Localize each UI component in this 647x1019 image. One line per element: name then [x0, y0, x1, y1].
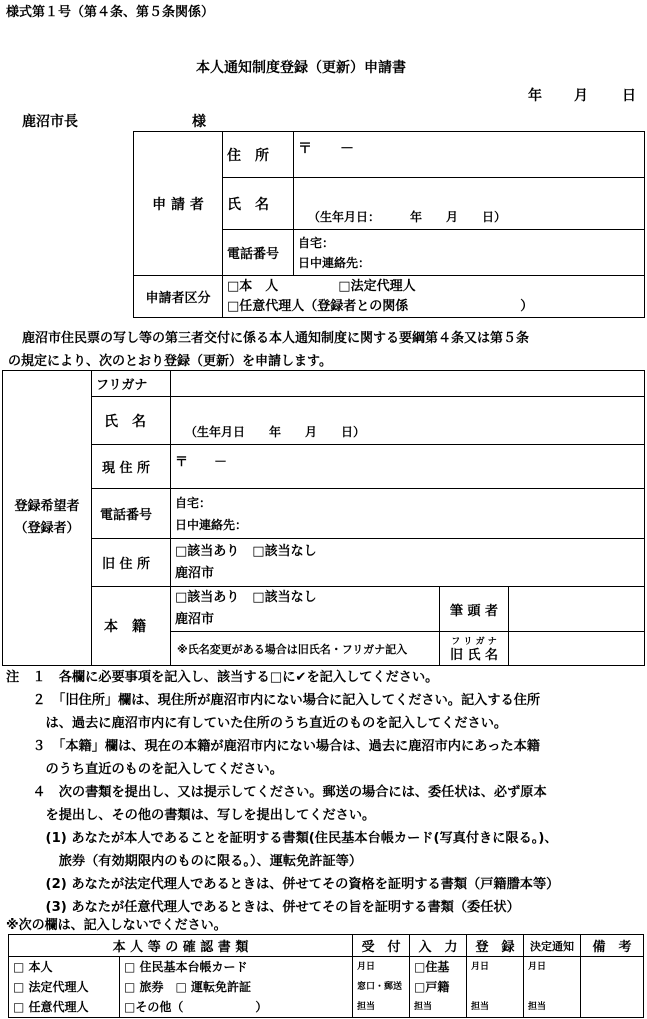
statement-line-1: 鹿沼市住民票の写し等の第三者交付に係る本人通知制度に関する要綱第４条又は第５条: [22, 331, 530, 346]
applicant-address-field[interactable]: [294, 132, 645, 178]
head-of-household-label: 筆 頭 者: [440, 587, 509, 632]
date-month: 月: [574, 88, 588, 104]
office-id-type: [9, 957, 120, 1018]
category-legal-checkbox[interactable]: □法定代理人: [338, 278, 416, 294]
domicile-options[interactable]: □該当あり □該当なし: [175, 590, 317, 605]
office-decision-cell: [524, 957, 581, 1018]
registrant-former-address-field[interactable]: [171, 539, 645, 587]
applicant-name-label: 氏 名: [223, 178, 294, 230]
note-1: 注 １ 各欄に必要事項を記入し、該当する□に✔を記入してください。: [6, 670, 439, 685]
registrant-domicile-field[interactable]: [171, 587, 440, 632]
domicile-city: 鹿沼市: [175, 612, 215, 627]
applicant-category-field: [223, 276, 645, 318]
former-address-options[interactable]: □該当あり □該当なし: [175, 543, 317, 559]
office-id-docs: [120, 957, 353, 1018]
date-day: 日: [622, 88, 636, 104]
office-id-legal[interactable]: □ 法定代理人: [13, 980, 89, 994]
registrant-name-field[interactable]: [171, 397, 645, 445]
office-receipt-staff: 担当: [357, 1002, 376, 1012]
registrant-current-address-label: 現 住 所: [92, 445, 171, 489]
registrant-section-label: [3, 371, 92, 666]
former-address-city: 鹿沼市: [175, 565, 215, 581]
office-doc-other[interactable]: □その他（ ）: [124, 1000, 268, 1014]
note-3: ３ 「本籍」欄は、現在の本籍が鹿沼市内にない場合は、過去に鹿沼市内にあった本籍: [6, 739, 540, 754]
registrant-former-address-label: 旧 住 所: [92, 539, 171, 587]
office-header-receipt: 受 付: [353, 935, 410, 957]
category-agent-close: ）: [520, 298, 534, 314]
addressee-honorific: 様: [192, 114, 206, 130]
office-input-koseki[interactable]: □戸籍: [414, 980, 450, 994]
applicant-section-label: 申 請 者: [134, 132, 223, 276]
office-header-input: 入 力: [410, 935, 467, 957]
former-name-field[interactable]: [509, 632, 645, 666]
head-of-household-field[interactable]: [509, 587, 645, 632]
note-4-2: (2) あなたが法定代理人であるときは、併せてその資格を証明する書類（戸籍謄本等）: [6, 877, 560, 892]
registrant-phone-label: 電話番号: [92, 489, 171, 539]
note-4: ４ 次の書類を提出し、又は提示してください。郵送の場合には、委任状は、必ず原本: [6, 785, 547, 800]
registrant-phone-home: 自宅：: [175, 495, 212, 510]
applicant-phone-day: 日中連絡先：: [298, 255, 371, 270]
office-register-staff: 担当: [471, 1002, 490, 1012]
applicant-address-label: 住 所: [223, 132, 294, 178]
office-receipt-cell: [353, 957, 410, 1018]
office-header-remarks: 備 考: [581, 935, 644, 957]
applicant-table: [133, 131, 645, 318]
note-4-1: (1) あなたが本人であることを証明する書類(住民基本台帳カード(写真付きに限る。)、: [6, 831, 558, 846]
office-receipt-method: 窓口・郵送: [357, 982, 403, 992]
registrant-name-label: 氏 名: [92, 397, 171, 445]
registrant-phone-field[interactable]: [171, 489, 645, 539]
registrant-table: [2, 370, 645, 666]
registrant-furigana-field[interactable]: [171, 371, 645, 397]
applicant-phone-field[interactable]: [294, 230, 645, 276]
office-remarks-field[interactable]: [581, 957, 644, 1018]
applicant-phone-home: 自宅：: [298, 235, 335, 250]
statement-line-2: の規定により、次のとおり登録（更新）を申請します。: [8, 354, 332, 369]
office-decision-staff: 担当: [528, 1002, 547, 1012]
former-name-note: ※氏名変更がある場合は旧氏名・フリガナ記入: [171, 632, 440, 666]
note-4-3: (3) あなたが任意代理人であるときは、併せてその旨を証明する書類（委任状）: [6, 900, 520, 915]
office-doc-passport[interactable]: □ 旅券 □ 運転免許証: [124, 980, 252, 994]
registrant-current-address-field[interactable]: [171, 445, 645, 489]
office-input-cell: [410, 957, 467, 1018]
page-title: 本人通知制度登録（更新）申請書: [196, 60, 406, 76]
office-note: ※次の欄は、記入しないでください。: [6, 918, 227, 933]
office-decision-date: 月日: [528, 962, 547, 972]
registrant-phone-day: 日中連絡先：: [175, 517, 248, 532]
category-agent-checkbox[interactable]: □任意代理人（登録者との関係: [227, 298, 409, 314]
note-2: ２ 「旧住所」欄は、現住所が鹿沼市内にない場合に記入してください。記入する住所: [6, 693, 541, 708]
office-id-agent[interactable]: □ 任意代理人: [13, 1000, 89, 1014]
form-number: 様式第１号（第４条、第５条関係）: [6, 5, 215, 20]
registrant-current-address-value: 〒 －: [175, 455, 228, 470]
registrant-furigana-label: フリガナ: [92, 371, 171, 397]
office-register-date: 月日: [471, 962, 490, 972]
office-receipt-date: 月日: [357, 962, 376, 972]
office-id-self[interactable]: □ 本人: [13, 960, 53, 974]
category-self-checkbox[interactable]: □本 人: [227, 278, 279, 294]
office-header-register: 登 録: [467, 935, 524, 957]
applicant-address-value: 〒 －: [298, 141, 354, 157]
date-year: 年: [528, 88, 542, 104]
note-4-cont: を提出し、その他の書類は、写しを提出してください。: [6, 808, 376, 823]
applicant-name-field[interactable]: [294, 178, 645, 230]
office-doc-card[interactable]: □ 住民基本台帳カード: [124, 960, 248, 974]
addressee-name: 鹿沼市長: [22, 114, 78, 130]
note-4-1-cont: 旅券（有効期限内のものに限る。）、運転免許証等）: [6, 854, 363, 869]
office-header-docs: 本 人 等 の 確 認 書 類: [9, 935, 353, 957]
office-register-cell: [467, 957, 524, 1018]
registrant-birth-date: （生年月日 年 月 日）: [185, 425, 366, 439]
office-input-staff: 担当: [414, 1002, 433, 1012]
applicant-birth-date: （生年月日： 年 月 日）: [308, 210, 507, 224]
registrant-section-label-1: 登録希望者: [14, 499, 80, 514]
office-table: [8, 934, 644, 1018]
office-header-decision: 決定通知: [524, 935, 581, 957]
registrant-domicile-label: 本 籍: [92, 587, 171, 666]
registrant-section-label-2: （登録者）: [14, 521, 80, 536]
former-name-furigana: フ リ ガ ナ: [451, 636, 497, 647]
note-2-cont: は、過去に鹿沼市内に有していた住所のうち直近のものを記入してください。: [6, 716, 508, 731]
office-input-juki[interactable]: □住基: [414, 960, 450, 974]
note-3-cont: のうち直近のものを記入してください。: [6, 762, 283, 777]
applicant-category-label: 申請者区分: [134, 276, 223, 318]
former-name-label-cell: [440, 632, 509, 666]
applicant-phone-label: 電話番号: [223, 230, 294, 276]
former-name-label: 旧 氏 名: [449, 647, 499, 663]
